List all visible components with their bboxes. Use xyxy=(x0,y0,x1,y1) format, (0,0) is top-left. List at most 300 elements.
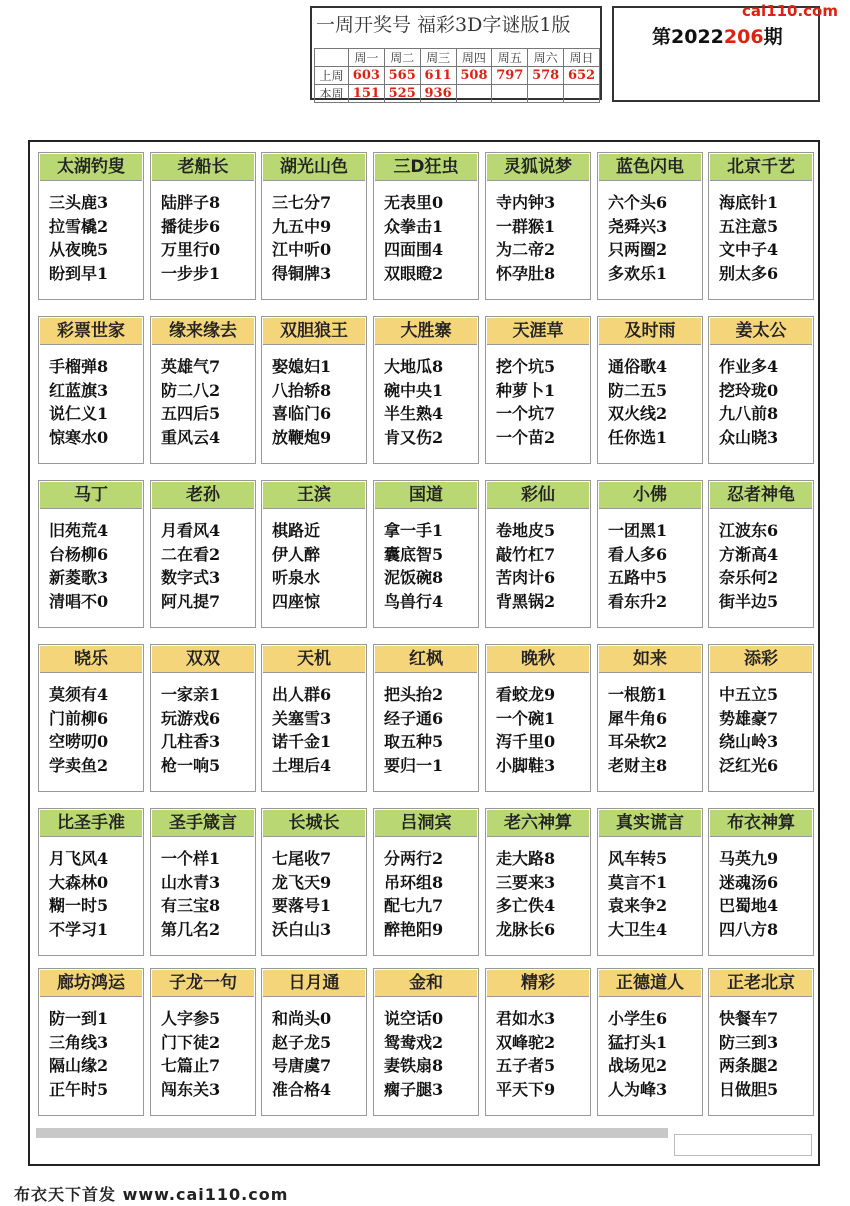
riddle-line: 阿凡提7 xyxy=(161,591,221,611)
riddle-lines xyxy=(719,355,811,449)
riddle-lines xyxy=(719,519,811,613)
riddle-card-title: 如来 xyxy=(599,646,701,673)
riddle-card xyxy=(708,316,814,464)
riddle-line: 沃白山3 xyxy=(272,919,332,939)
riddle-line: 棋路近 xyxy=(272,521,321,540)
riddle-card-title: 灵狐说梦 xyxy=(487,154,589,181)
riddle-line: 取五种5 xyxy=(384,732,444,751)
riddle-card-title: 布衣神算 xyxy=(710,810,812,837)
riddle-line: 月看风4 xyxy=(161,521,221,540)
riddle-line: 敲竹杠7 xyxy=(496,544,556,564)
riddle-line: 诺千金1 xyxy=(272,732,332,751)
riddle-line: 马英九9 xyxy=(719,849,779,868)
riddle-line: 龙脉长6 xyxy=(496,919,556,939)
riddle-lines xyxy=(384,683,476,777)
riddle-line: 鸳鸯戏2 xyxy=(384,1032,444,1052)
riddle-line: 大森林0 xyxy=(49,872,109,892)
riddle-line: 防三到3 xyxy=(719,1032,779,1052)
riddle-line: 说空话0 xyxy=(384,1009,444,1028)
riddle-line: 重风云4 xyxy=(161,427,221,447)
riddle-line: 空唠叨0 xyxy=(49,732,109,751)
riddle-line: 五四后5 xyxy=(161,404,221,423)
day-label: 周日 xyxy=(564,49,600,67)
riddle-line: 五路中5 xyxy=(608,568,668,587)
issue-box xyxy=(612,6,820,102)
riddle-line: 听泉水 xyxy=(272,568,321,587)
riddle-line: 半生熟4 xyxy=(384,404,444,423)
riddle-line: 九五中9 xyxy=(272,216,332,236)
riddle-line: 莫须有4 xyxy=(49,685,109,704)
riddle-line: 泛红光6 xyxy=(719,755,779,775)
riddle-card xyxy=(261,644,367,792)
riddle-line: 一团黑1 xyxy=(608,521,668,540)
footer-credit[interactable]: 布衣天下首发 www.cai110.com xyxy=(14,1185,289,1204)
riddle-card xyxy=(373,644,479,792)
riddle-card-title: 子龙一句 xyxy=(152,970,254,997)
riddle-line: 看蛟龙9 xyxy=(496,685,556,704)
riddle-line: 快餐车7 xyxy=(719,1009,779,1028)
riddle-line: 双火线2 xyxy=(608,404,668,423)
riddle-lines xyxy=(49,191,141,285)
riddle-card-title: 红枫 xyxy=(375,646,477,673)
riddle-lines xyxy=(384,519,476,613)
riddle-line: 袁来争2 xyxy=(608,896,668,915)
riddle-card-title: 王滨 xyxy=(263,482,365,509)
day-label: 周二 xyxy=(384,49,420,67)
riddle-lines xyxy=(608,519,700,613)
riddle-line: 一步步1 xyxy=(161,263,221,283)
riddle-line: 清唱不0 xyxy=(49,591,109,611)
riddle-line: 卷地皮5 xyxy=(496,521,556,540)
riddle-card xyxy=(261,808,367,956)
riddle-line: 怀孕肚8 xyxy=(496,263,556,283)
riddle-line: 猛打头1 xyxy=(608,1032,668,1052)
riddle-line: 娶媳妇1 xyxy=(272,357,332,376)
riddle-line: 把头抬2 xyxy=(384,685,444,704)
riddle-lines xyxy=(49,355,141,449)
draw-number xyxy=(456,85,492,103)
riddle-line: 五注意5 xyxy=(719,216,779,236)
riddle-line: 旧苑荒4 xyxy=(49,521,109,540)
riddle-card xyxy=(597,480,703,628)
riddle-line: 说仁义1 xyxy=(49,404,109,423)
riddle-line: 分两行2 xyxy=(384,849,444,868)
riddle-card-title: 湖光山色 xyxy=(263,154,365,181)
riddle-lines xyxy=(161,191,253,285)
riddle-card-title: 及时雨 xyxy=(599,318,701,345)
day-label: 周六 xyxy=(528,49,564,67)
riddle-card xyxy=(708,968,814,1116)
riddle-line: 几柱香3 xyxy=(161,732,221,751)
riddle-line: 一个样1 xyxy=(161,849,221,868)
riddle-line: 和尚头0 xyxy=(272,1009,332,1028)
riddle-line: 江波东6 xyxy=(719,521,779,540)
riddle-line: 山水青3 xyxy=(161,872,221,892)
riddle-line: 糊一时5 xyxy=(49,896,109,915)
riddle-line: 拿一手1 xyxy=(384,521,444,540)
riddle-lines xyxy=(272,191,364,285)
riddle-card-title: 国道 xyxy=(375,482,477,509)
riddle-line: 出人群6 xyxy=(272,685,332,704)
riddle-card-title: 老孙 xyxy=(152,482,254,509)
riddle-card xyxy=(373,808,479,956)
draw-number: 603 xyxy=(348,67,384,85)
riddle-line: 妻铁扇8 xyxy=(384,1056,444,1075)
riddle-line: 众山晓3 xyxy=(719,427,779,447)
riddle-card-title: 正老北京 xyxy=(710,970,812,997)
riddle-line: 走大路8 xyxy=(496,849,556,868)
riddle-line: 七篇止7 xyxy=(161,1056,221,1075)
riddle-lines xyxy=(272,847,364,941)
riddle-line: 正午时5 xyxy=(49,1079,109,1099)
riddle-line: 君如水3 xyxy=(496,1009,556,1028)
riddle-line: 一群猴1 xyxy=(496,216,556,236)
riddle-line: 经子通6 xyxy=(384,708,444,728)
riddle-line: 通俗歌4 xyxy=(608,357,668,376)
riddle-line: 赵子龙5 xyxy=(272,1032,332,1052)
riddle-line: 肯又伤2 xyxy=(384,427,444,447)
riddle-line: 学卖鱼2 xyxy=(49,755,109,775)
riddle-line: 一个碗1 xyxy=(496,708,556,728)
riddle-line: 一家亲1 xyxy=(161,685,221,704)
riddle-card xyxy=(38,480,144,628)
riddle-line: 准合格4 xyxy=(272,1079,332,1099)
riddle-lines xyxy=(719,191,811,285)
riddle-line: 绕山岭3 xyxy=(719,732,779,751)
riddle-card-title: 金和 xyxy=(375,970,477,997)
day-label: 周三 xyxy=(420,49,456,67)
riddle-lines xyxy=(272,683,364,777)
riddle-line: 七尾收7 xyxy=(272,849,332,868)
riddle-card xyxy=(150,808,256,956)
riddle-line: 门下徒2 xyxy=(161,1032,221,1052)
riddle-line: 土埋后4 xyxy=(272,755,332,775)
riddle-card-title: 彩仙 xyxy=(487,482,589,509)
riddle-card xyxy=(485,316,591,464)
riddle-card xyxy=(708,480,814,628)
riddle-card xyxy=(373,316,479,464)
riddle-line: 伊人醉 xyxy=(272,544,321,564)
riddle-line: 众拳击1 xyxy=(384,216,444,236)
riddle-card-title: 廊坊鸿运 xyxy=(40,970,142,997)
riddle-lines xyxy=(608,683,700,777)
riddle-line: 一根筋1 xyxy=(608,685,668,704)
bottom-box xyxy=(674,1134,812,1156)
riddle-line: 一个坑7 xyxy=(496,404,556,423)
site-watermark[interactable]: cai110.com xyxy=(742,2,838,20)
draw-number: 652 xyxy=(564,67,600,85)
riddle-line: 门前柳6 xyxy=(49,708,109,728)
draw-number: 611 xyxy=(420,67,456,85)
riddle-line: 犀牛角6 xyxy=(608,708,668,728)
riddle-card-title: 双胆狼王 xyxy=(263,318,365,345)
riddle-card xyxy=(485,480,591,628)
riddle-card xyxy=(597,808,703,956)
riddle-line: 囊底智5 xyxy=(384,544,444,564)
this-week-label: 本周 xyxy=(315,85,349,103)
riddle-line: 盼到早1 xyxy=(49,263,109,283)
riddle-lines xyxy=(272,355,364,449)
riddle-card xyxy=(708,152,814,300)
riddle-line: 闯东关3 xyxy=(161,1079,221,1099)
riddle-line: 无表里0 xyxy=(384,193,444,212)
riddle-card xyxy=(708,808,814,956)
riddle-line: 双峰驼2 xyxy=(496,1032,556,1052)
riddle-line: 播徒步6 xyxy=(161,216,221,236)
riddle-line: 莫言不1 xyxy=(608,872,668,892)
riddle-line: 瘸子腿3 xyxy=(384,1079,444,1099)
riddle-card-title: 大胜寨 xyxy=(375,318,477,345)
riddle-lines xyxy=(384,355,476,449)
riddle-lines xyxy=(49,847,141,941)
riddle-card xyxy=(708,644,814,792)
riddle-line: 人字参5 xyxy=(161,1009,221,1028)
riddle-card-title: 日月通 xyxy=(263,970,365,997)
riddle-line: 大地瓜8 xyxy=(384,357,444,376)
draw-number: 578 xyxy=(528,67,564,85)
weekly-draw-table xyxy=(314,48,600,103)
riddle-line: 大卫生4 xyxy=(608,919,668,939)
riddle-line: 寺内钟3 xyxy=(496,193,556,212)
riddle-card-title: 老船长 xyxy=(152,154,254,181)
riddle-line: 尧舜兴3 xyxy=(608,216,668,236)
riddle-line: 防二五5 xyxy=(608,380,668,400)
riddle-line: 文中子4 xyxy=(719,240,779,259)
riddle-line: 红蓝旗3 xyxy=(49,380,109,400)
draw-number: 797 xyxy=(492,67,528,85)
day-header-row xyxy=(315,49,600,67)
riddle-line: 陆胖子8 xyxy=(161,193,221,212)
riddle-lines xyxy=(161,519,253,613)
riddle-line: 六个头6 xyxy=(608,193,668,212)
riddle-lines xyxy=(719,1007,811,1101)
riddle-card-title: 马丁 xyxy=(40,482,142,509)
riddle-card xyxy=(373,152,479,300)
riddle-line: 惊寒水0 xyxy=(49,427,109,447)
riddle-line: 看人多6 xyxy=(608,544,668,564)
riddle-card-title: 老六神算 xyxy=(487,810,589,837)
riddle-card-title: 太湖钓叟 xyxy=(40,154,142,181)
riddle-card-title: 三D狂虫 xyxy=(375,154,477,181)
riddle-card-title: 天涯草 xyxy=(487,318,589,345)
riddle-line: 泥饭碗8 xyxy=(384,568,444,587)
riddle-lines xyxy=(384,1007,476,1101)
riddle-card xyxy=(261,968,367,1116)
last-week-row xyxy=(315,67,600,85)
riddle-card xyxy=(261,152,367,300)
riddle-line: 数字式3 xyxy=(161,568,221,587)
riddle-card xyxy=(38,968,144,1116)
riddle-line: 多欢乐1 xyxy=(608,263,668,283)
riddle-card-title: 蓝色闪电 xyxy=(599,154,701,181)
riddle-line: 四座惊 xyxy=(272,591,321,611)
riddle-card-title: 缘来缘去 xyxy=(152,318,254,345)
riddle-card-title: 姜太公 xyxy=(710,318,812,345)
riddle-line: 背黑锅2 xyxy=(496,591,556,611)
riddle-lines xyxy=(49,519,141,613)
riddle-card xyxy=(150,152,256,300)
riddle-line: 巴蜀地4 xyxy=(719,896,779,915)
riddle-line: 喜临门6 xyxy=(272,404,332,423)
riddle-line: 号唐虞7 xyxy=(272,1056,332,1075)
riddle-line: 隔山缘2 xyxy=(49,1056,109,1075)
riddle-line: 玩游戏6 xyxy=(161,708,221,728)
riddle-line: 碗中央1 xyxy=(384,380,444,400)
riddle-card-title: 晓乐 xyxy=(40,646,142,673)
riddle-line: 两条腿2 xyxy=(719,1056,779,1075)
riddle-lines xyxy=(496,847,588,941)
riddle-lines xyxy=(49,1007,141,1101)
riddle-line: 新菱歌3 xyxy=(49,568,109,587)
riddle-line: 战场见2 xyxy=(608,1056,668,1075)
riddle-lines xyxy=(272,1007,364,1101)
riddle-card xyxy=(597,968,703,1116)
riddle-line: 挖玲珑0 xyxy=(719,380,779,400)
riddle-lines xyxy=(496,1007,588,1101)
riddle-line: 八抬轿8 xyxy=(272,380,332,400)
this-week-row xyxy=(315,85,600,103)
riddle-lines xyxy=(49,683,141,777)
riddle-line: 五子者5 xyxy=(496,1056,556,1075)
weekly-draw-panel xyxy=(310,6,602,100)
riddle-line: 四面围4 xyxy=(384,240,444,259)
corner-cell xyxy=(315,49,349,67)
riddle-card xyxy=(38,644,144,792)
draw-number: 565 xyxy=(384,67,420,85)
riddle-line: 多亡佚4 xyxy=(496,896,556,915)
riddle-line: 一个苗2 xyxy=(496,427,556,447)
riddle-line: 耳朵软2 xyxy=(608,732,668,751)
riddle-card-title: 真实谎言 xyxy=(599,810,701,837)
draw-number: 525 xyxy=(384,85,420,103)
riddle-line: 海底针1 xyxy=(719,193,779,212)
riddle-line: 不学习1 xyxy=(49,919,109,939)
riddle-line: 英雄气7 xyxy=(161,357,221,376)
riddle-line: 别太多6 xyxy=(719,263,779,283)
riddle-lines xyxy=(384,191,476,285)
riddle-line: 枪一响5 xyxy=(161,755,221,775)
riddle-card-title: 精彩 xyxy=(487,970,589,997)
riddle-line: 二在看2 xyxy=(161,544,221,564)
riddle-card-title: 正德道人 xyxy=(599,970,701,997)
riddle-lines xyxy=(384,847,476,941)
riddle-line: 人为峰3 xyxy=(608,1079,668,1099)
riddle-card xyxy=(597,316,703,464)
riddle-card xyxy=(38,316,144,464)
riddle-card xyxy=(150,968,256,1116)
riddle-lines xyxy=(496,191,588,285)
riddle-lines xyxy=(161,847,253,941)
riddle-line: 醉艳阳9 xyxy=(384,919,444,939)
riddle-line: 只两圈2 xyxy=(608,240,668,259)
draw-number: 151 xyxy=(348,85,384,103)
riddle-card xyxy=(373,480,479,628)
last-week-label: 上周 xyxy=(315,67,349,85)
riddle-lines xyxy=(608,847,700,941)
riddle-card-title: 北京千艺 xyxy=(710,154,812,181)
riddle-line: 龙飞天9 xyxy=(272,872,332,892)
riddle-line: 得铜牌3 xyxy=(272,263,332,283)
draw-number: 508 xyxy=(456,67,492,85)
riddle-line: 泻千里0 xyxy=(496,732,556,751)
riddle-card xyxy=(597,644,703,792)
riddle-line: 三头鹿3 xyxy=(49,193,109,212)
riddle-lines xyxy=(719,683,811,777)
riddle-card xyxy=(38,808,144,956)
draw-number xyxy=(564,85,600,103)
riddle-line: 三角线3 xyxy=(49,1032,109,1052)
riddle-line: 迷魂汤6 xyxy=(719,872,779,892)
riddle-card-title: 添彩 xyxy=(710,646,812,673)
riddle-line: 九八前8 xyxy=(719,404,779,423)
issue-number-value: 206 xyxy=(723,26,764,48)
riddle-lines xyxy=(719,847,811,941)
riddle-line: 街半边5 xyxy=(719,591,779,611)
riddle-line: 风车转5 xyxy=(608,849,668,868)
riddle-card xyxy=(485,968,591,1116)
riddle-card-title: 吕洞宾 xyxy=(375,810,477,837)
riddle-card-title: 天机 xyxy=(263,646,365,673)
riddle-line: 势雄豪7 xyxy=(719,708,779,728)
riddle-line: 要归一1 xyxy=(384,755,444,775)
riddle-line: 放鞭炮9 xyxy=(272,427,332,447)
riddle-card xyxy=(485,808,591,956)
riddle-line: 吊环组8 xyxy=(384,872,444,892)
riddle-lines xyxy=(608,1007,700,1101)
riddle-card-title: 彩票世家 xyxy=(40,318,142,345)
riddle-lines xyxy=(161,355,253,449)
riddle-card-title: 忍者神龟 xyxy=(710,482,812,509)
riddle-card xyxy=(150,480,256,628)
riddle-line: 拉雪橇2 xyxy=(49,216,109,236)
riddle-line: 挖个坑5 xyxy=(496,357,556,376)
riddle-card xyxy=(373,968,479,1116)
riddle-line: 双眼瞪2 xyxy=(384,263,444,283)
riddle-lines xyxy=(496,683,588,777)
riddle-lines xyxy=(608,355,700,449)
issue-prefix: 第2022 xyxy=(652,26,724,48)
riddle-line: 小脚鞋3 xyxy=(496,755,556,775)
riddle-line: 为二帝2 xyxy=(496,240,556,259)
riddle-line: 鸟兽行4 xyxy=(384,591,444,611)
riddle-card-title: 圣手箴言 xyxy=(152,810,254,837)
riddle-card xyxy=(150,316,256,464)
bottom-bar xyxy=(36,1128,668,1138)
day-label: 周四 xyxy=(456,49,492,67)
panel-title: 一周开奖号 福彩3D字谜版1版 xyxy=(316,14,571,36)
riddle-line: 有三宝8 xyxy=(161,896,221,915)
riddle-line: 日做胆5 xyxy=(719,1079,779,1099)
riddle-line: 三七分7 xyxy=(272,193,332,212)
riddle-line: 万里行0 xyxy=(161,240,221,259)
day-label: 周一 xyxy=(348,49,384,67)
issue-suffix: 期 xyxy=(763,26,783,48)
riddle-lines xyxy=(496,519,588,613)
riddle-lines xyxy=(161,1007,253,1101)
riddle-line: 小学生6 xyxy=(608,1009,668,1028)
riddle-card xyxy=(597,152,703,300)
riddle-line: 老财主8 xyxy=(608,755,668,775)
riddle-line: 四八方8 xyxy=(719,919,779,939)
riddle-card-title: 比圣手准 xyxy=(40,810,142,837)
riddle-line: 关塞雪3 xyxy=(272,708,332,728)
riddle-card xyxy=(150,644,256,792)
riddle-line: 苦肉计6 xyxy=(496,568,556,587)
riddle-card xyxy=(485,152,591,300)
riddle-lines xyxy=(608,191,700,285)
riddle-line: 要落号1 xyxy=(272,896,332,915)
riddle-card-title: 小佛 xyxy=(599,482,701,509)
